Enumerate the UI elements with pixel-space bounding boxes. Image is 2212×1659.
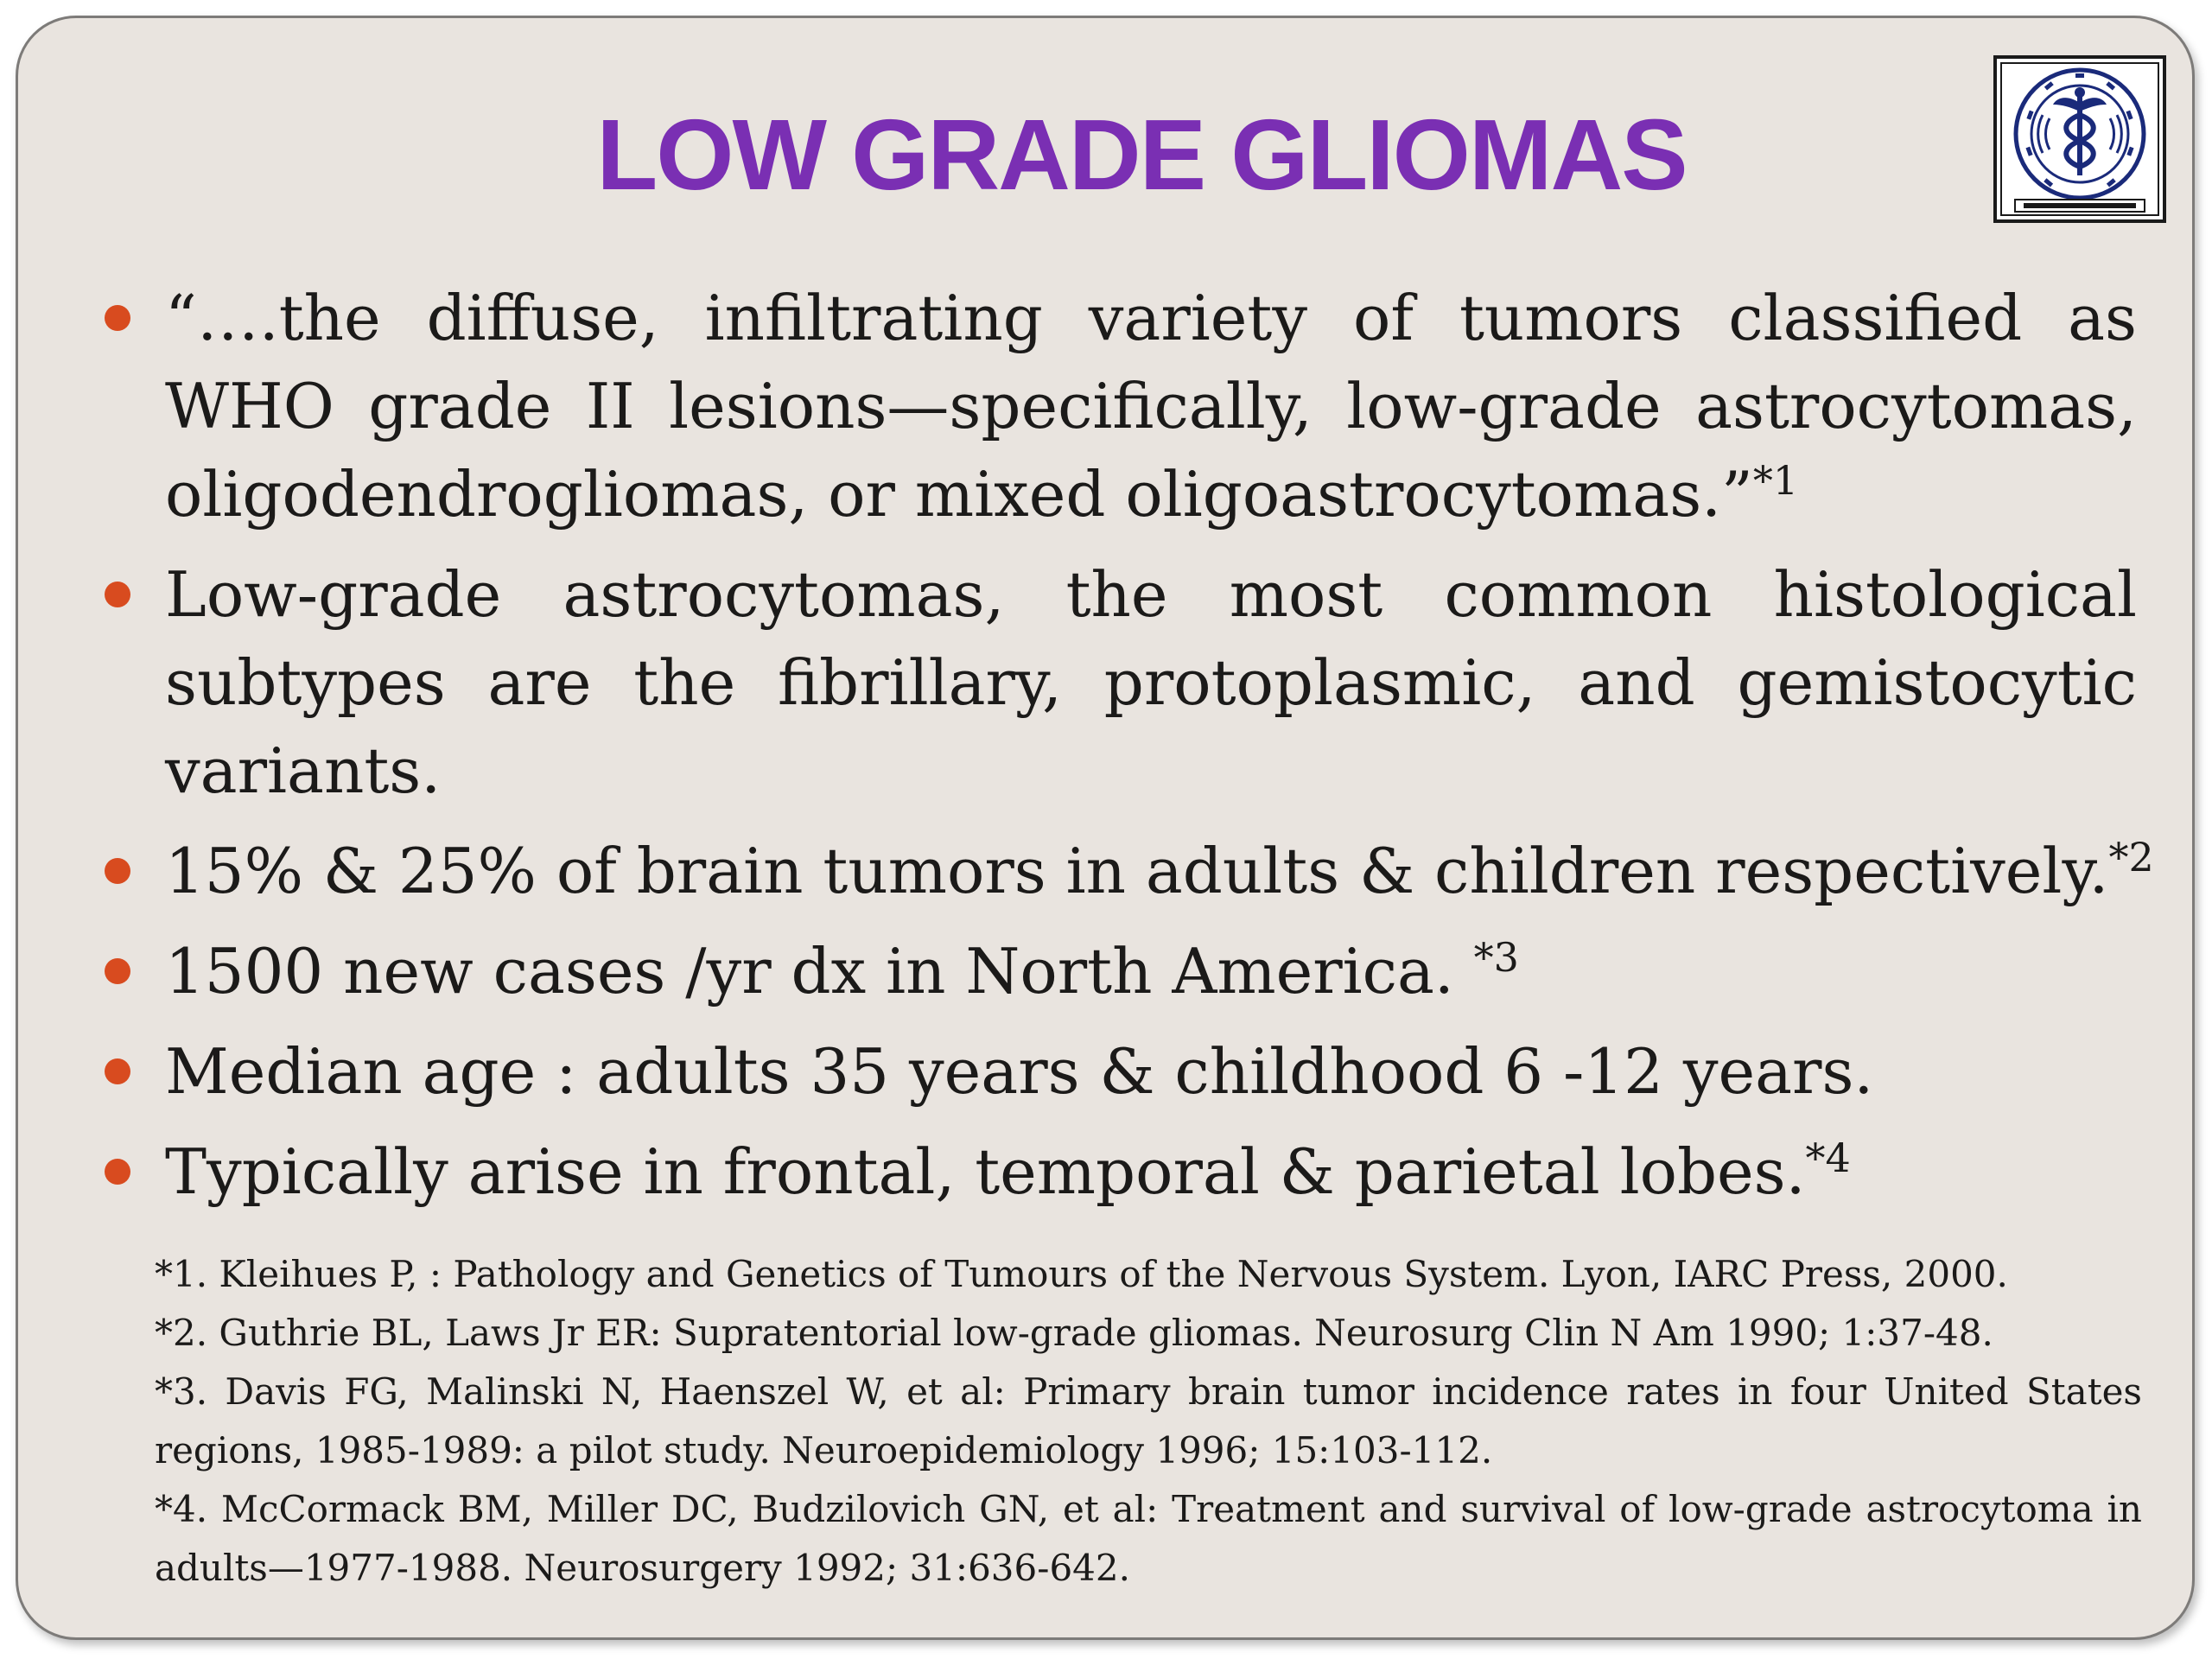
reference-item: *1. Kleihues P, : Pathology and Genetics of Tumours of the Nervous System. Lyon, IARC Press, 2000.	[155, 1253, 2008, 1295]
bullet-dot-icon	[105, 582, 130, 607]
reference-item: *3. Davis FG, Malinski N, Haenszel W, et al: Primary brain tumor incidence rates in four United States regions, 1985-1989: a pilot study. Neuroepidemiology 1996; 15:103-112.	[155, 1370, 2142, 1471]
bullet-item	[18, 274, 2137, 538]
citation-marker: *4	[1805, 1135, 1851, 1181]
aiims-logo-icon	[1993, 54, 2167, 224]
bullet-item	[18, 927, 2137, 1015]
bullet-text: Low-grade astrocytomas, the most common histological subtypes are the fibrillary, protoplasmic, and gemistocytic variants.	[165, 558, 2137, 807]
bullet-item	[18, 827, 2154, 915]
citation-marker: *1	[1752, 457, 1799, 504]
citation-marker: *2	[2108, 834, 2154, 880]
bullet-text: 15% & 25% of brain tumors in adults & children respectively.	[165, 835, 2109, 907]
bullet-dot-icon	[105, 958, 130, 984]
reference-item: *2. Guthrie BL, Laws Jr ER: Supratentorial low-grade gliomas. Neurosurg Clin N Am 1990; 1:37-48.	[155, 1312, 1993, 1354]
slide	[16, 16, 2195, 1640]
references	[155, 1245, 2142, 1598]
bullet-text: 1500 new cases /yr dx in North America.	[165, 935, 1474, 1007]
bullet-item	[18, 1128, 2137, 1216]
bullet-text: Median age : adults 35 years & childhood 6 -12 years.	[165, 1035, 1874, 1108]
bullet-dot-icon	[105, 1159, 130, 1185]
bullet-list	[18, 274, 2192, 1228]
bullet-dot-icon	[105, 858, 130, 884]
bullet-dot-icon	[105, 1058, 130, 1084]
bullet-item	[18, 550, 2137, 815]
bullet-dot-icon	[105, 305, 130, 331]
slide-title: LOW GRADE GLIOMAS	[596, 99, 1687, 211]
bullet-text: “….the diffuse, infiltrating variety of tumors classified as WHO grade II lesions—specifically, low-grade astrocytomas, oligodendrogliomas, or mixed oligoastrocytomas.”	[165, 282, 2137, 531]
citation-marker: *3	[1473, 934, 1519, 981]
reference-item: *4. McCormack BM, Miller DC, Budzilovich GN, et al: Treatment and survival of low-grade astrocytoma in adults—1977-1988. Neurosurgery 1992; 31:636-642.	[155, 1488, 2142, 1589]
bullet-text: Typically arise in frontal, temporal & parietal lobes.	[165, 1135, 1806, 1208]
bullet-item	[18, 1027, 2137, 1116]
